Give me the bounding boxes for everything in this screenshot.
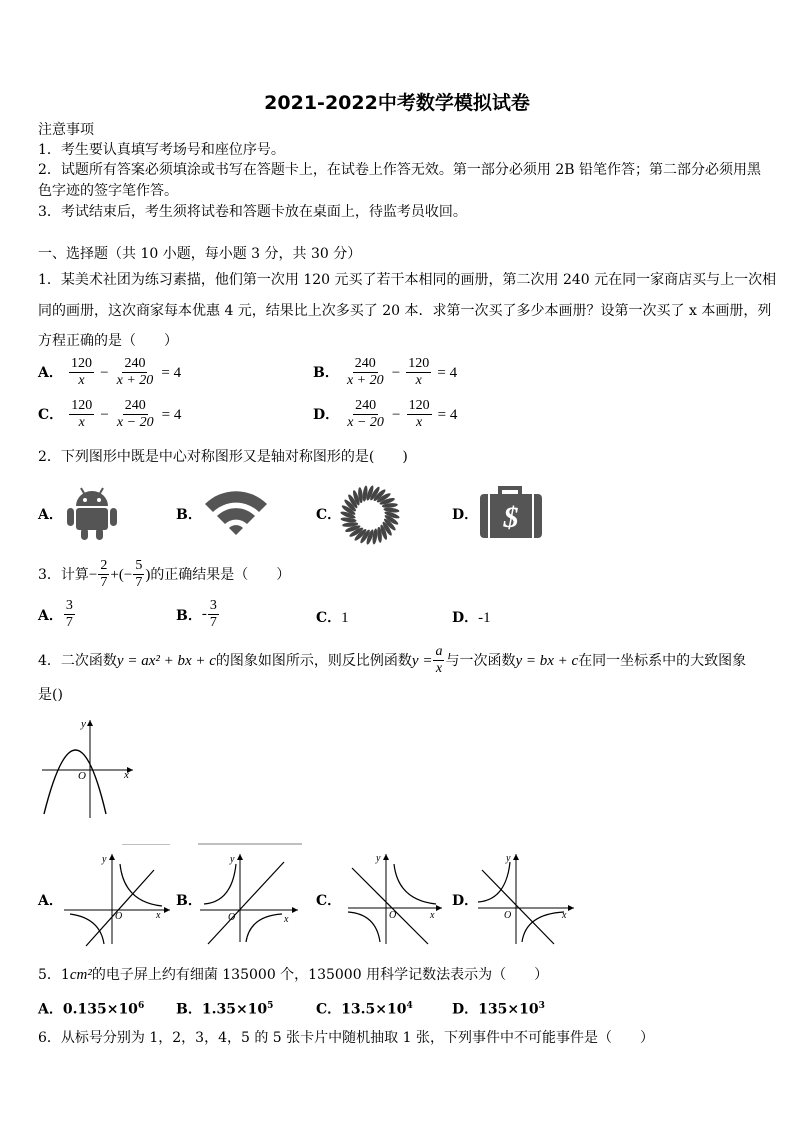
origin-label: O: [389, 910, 397, 921]
denominator: 7: [100, 575, 108, 590]
option-label: D．: [452, 610, 479, 626]
denominator: x: [78, 373, 85, 388]
dollar-sign: $: [503, 501, 519, 534]
q3-option-a[interactable]: [38, 598, 76, 631]
operator: −: [392, 407, 401, 423]
q4-graph-a: [62, 844, 174, 948]
numerator: 3: [65, 598, 73, 613]
linear-expression: y = bx + c: [515, 652, 579, 669]
q4-pre: 4．二次函数: [38, 652, 117, 669]
unit-cm2: cm²: [69, 967, 92, 983]
q4-mid1: 的图象如图所示，则反比例函数: [215, 652, 412, 669]
q1-line3: 方程正确的是（ ）: [38, 333, 178, 349]
numerator: 120: [71, 398, 93, 413]
q3-option-d[interactable]: [452, 607, 491, 627]
q5-stem: [38, 965, 548, 985]
numerator: 2: [100, 558, 108, 573]
origin-label: O: [78, 770, 86, 782]
notice-item-2-cont: 色字迹的签字笔作答。: [38, 183, 178, 199]
q3-option-c[interactable]: [316, 607, 349, 627]
option-exponent: 3: [538, 1001, 545, 1011]
option-base: 0.135×10: [62, 1001, 138, 1018]
q4-label-a[interactable]: A．: [38, 893, 63, 909]
option-label: D．: [313, 407, 340, 423]
origin-label: O: [504, 910, 512, 921]
rhs: = 4: [437, 365, 458, 381]
quadratic-expression: y = ax² + bx + c: [116, 652, 216, 669]
q2-label-a[interactable]: A．: [38, 507, 63, 523]
x-axis-label: x: [430, 910, 435, 921]
plus-paren: +(−: [110, 566, 133, 583]
option-label: C．: [316, 610, 342, 626]
q5-option-b[interactable]: [176, 996, 273, 1020]
x-axis-label: x: [156, 910, 161, 921]
q5-option-a[interactable]: [38, 996, 144, 1020]
q3-option-b[interactable]: [176, 598, 220, 631]
option-label: B．: [176, 607, 202, 624]
q3-stem: [38, 558, 290, 591]
numerator: 120: [408, 398, 430, 413]
operator: −: [100, 407, 109, 423]
option-base: 1.35×10: [201, 1001, 268, 1018]
q1-option-b[interactable]: [313, 356, 457, 389]
q1-line1: 1．某美术社团为练习素描，他们第一次用 120 元买了若干本相同的画册，第二次用 240 元在同一家商店买与上一次相: [38, 272, 777, 288]
q4-graph-b: [198, 842, 302, 946]
y-axis-label: y: [376, 853, 381, 864]
rhs: = 4: [161, 365, 182, 381]
notice-item-2: 2．试题所有答案必须填涂或书写在答题卡上，在试卷上作答无效。第一部分必须用 2B 铅笔作答；第二部分必须用黑: [38, 162, 761, 178]
x-axis-label: x: [562, 910, 567, 921]
parabola-graph: [38, 714, 143, 820]
numerator: 3: [209, 598, 217, 613]
numerator: a: [435, 644, 443, 659]
y-axis-label: y: [506, 853, 511, 864]
wifi-icon: [201, 484, 271, 538]
dollar-briefcase-icon: [478, 484, 548, 540]
denominator: x − 20: [347, 415, 384, 430]
option-label: A．: [38, 607, 63, 624]
operator: −: [391, 365, 401, 381]
q4-label-b[interactable]: B．: [176, 893, 202, 909]
android-robot-icon: [64, 482, 120, 542]
q1-line2: 同的画册，这次商家每本优惠 4 元，结果比上次多买了 20 本．求第一次买了多少本画册？设第一次买了 x 本画册，列: [38, 303, 772, 319]
q4-mid2: 与一次函数: [445, 652, 516, 669]
option-label: B．: [176, 1001, 202, 1018]
q5-pre: 5．1: [38, 967, 70, 983]
numerator: 120: [70, 356, 92, 371]
q2-label-b[interactable]: B．: [176, 507, 202, 523]
close-paren: ): [145, 566, 151, 583]
notice-heading: 注意事项: [38, 122, 94, 138]
minus-sign: −: [88, 566, 98, 583]
q4-label-c[interactable]: C．: [316, 893, 342, 909]
denominator: x: [435, 661, 443, 676]
option-exponent: 6: [137, 1001, 145, 1011]
option-label: C．: [316, 1001, 342, 1018]
y-axis-label: y: [81, 718, 86, 730]
x-axis-label: x: [124, 769, 129, 781]
q4-post: 在同一坐标系中的大致图象: [578, 652, 747, 669]
origin-label: O: [228, 912, 236, 923]
origin-label: O: [115, 911, 123, 922]
denominator: x + 20: [346, 373, 384, 388]
q4-graph-c: [342, 848, 446, 946]
denominator: x + 20: [116, 373, 154, 388]
page-title: 2021-2022中考数学模拟试卷: [264, 92, 530, 114]
option-exponent: 5: [267, 1001, 274, 1011]
denominator: 7: [65, 615, 73, 630]
q1-option-a[interactable]: [38, 356, 181, 389]
q3-post: 的正确结果是（ ）: [150, 566, 291, 583]
option-label: B．: [313, 365, 339, 381]
denominator: x − 20: [116, 415, 154, 430]
q2-label-c[interactable]: C．: [316, 507, 342, 523]
q6-stem: 6．从标号分别为 1，2，3，4，5 的 5 张卡片中随机抽取 1 张，下列事件中不可能事件是（ ）: [38, 1030, 654, 1046]
denominator: 7: [209, 615, 217, 630]
option-base: 13.5×10: [341, 1001, 407, 1018]
sunburst-ring-icon: [338, 484, 402, 546]
q4-graph-d: [474, 848, 578, 946]
section-heading: 一、选择题（共 10 小题，每小题 3 分，共 30 分）: [38, 246, 362, 262]
denominator: 7: [135, 575, 143, 590]
operator: −: [100, 365, 109, 381]
y-equals: y =: [411, 652, 433, 669]
numerator: 120: [408, 356, 430, 371]
q2-label-d[interactable]: D．: [452, 507, 479, 523]
option-label: A．: [38, 1001, 63, 1018]
q5-option-c[interactable]: [316, 996, 413, 1020]
q5-post: 的电子屏上约有细菌 135000 个，135000 用科学记数法表示为（ ）: [91, 967, 549, 983]
option-base: 135×10: [478, 1001, 539, 1018]
denominator: x: [415, 373, 422, 388]
x-axis-label: x: [284, 914, 289, 925]
option-value: -1: [478, 610, 491, 626]
option-label: C．: [38, 407, 64, 423]
numerator: 240: [124, 356, 146, 371]
q4-label-d[interactable]: D．: [452, 893, 479, 909]
q3-pre: 3．计算: [38, 566, 89, 583]
rhs: = 4: [161, 407, 182, 423]
q4-line2: 是(): [38, 687, 63, 703]
q5-option-d[interactable]: [452, 996, 545, 1020]
denominator: x: [78, 415, 85, 430]
q2-stem: 2．下列图形中既是中心对称图形又是轴对称图形的是( ): [38, 449, 408, 465]
option-value: 1: [341, 610, 349, 626]
q4-stem: [38, 644, 746, 677]
y-axis-label: y: [102, 854, 107, 865]
numerator: 240: [355, 398, 377, 413]
notice-item-1: 1．考生要认真填写考场号和座位序号。: [38, 142, 285, 158]
y-axis-label: y: [230, 854, 235, 865]
option-exponent: 4: [406, 1001, 413, 1011]
numerator: 240: [124, 398, 146, 413]
notice-item-3: 3．考试结束后，考生须将试卷和答题卡放在桌面上，待监考员收回。: [38, 204, 467, 220]
option-label: A．: [38, 365, 63, 381]
option-label: D．: [452, 1001, 479, 1018]
denominator: x: [415, 415, 423, 430]
minus-sign: -: [201, 606, 207, 622]
numerator: 240: [354, 356, 376, 371]
rhs: = 4: [437, 407, 458, 423]
numerator: 5: [135, 558, 143, 573]
q1-option-c[interactable]: [38, 398, 181, 431]
q1-option-d[interactable]: [313, 398, 457, 431]
